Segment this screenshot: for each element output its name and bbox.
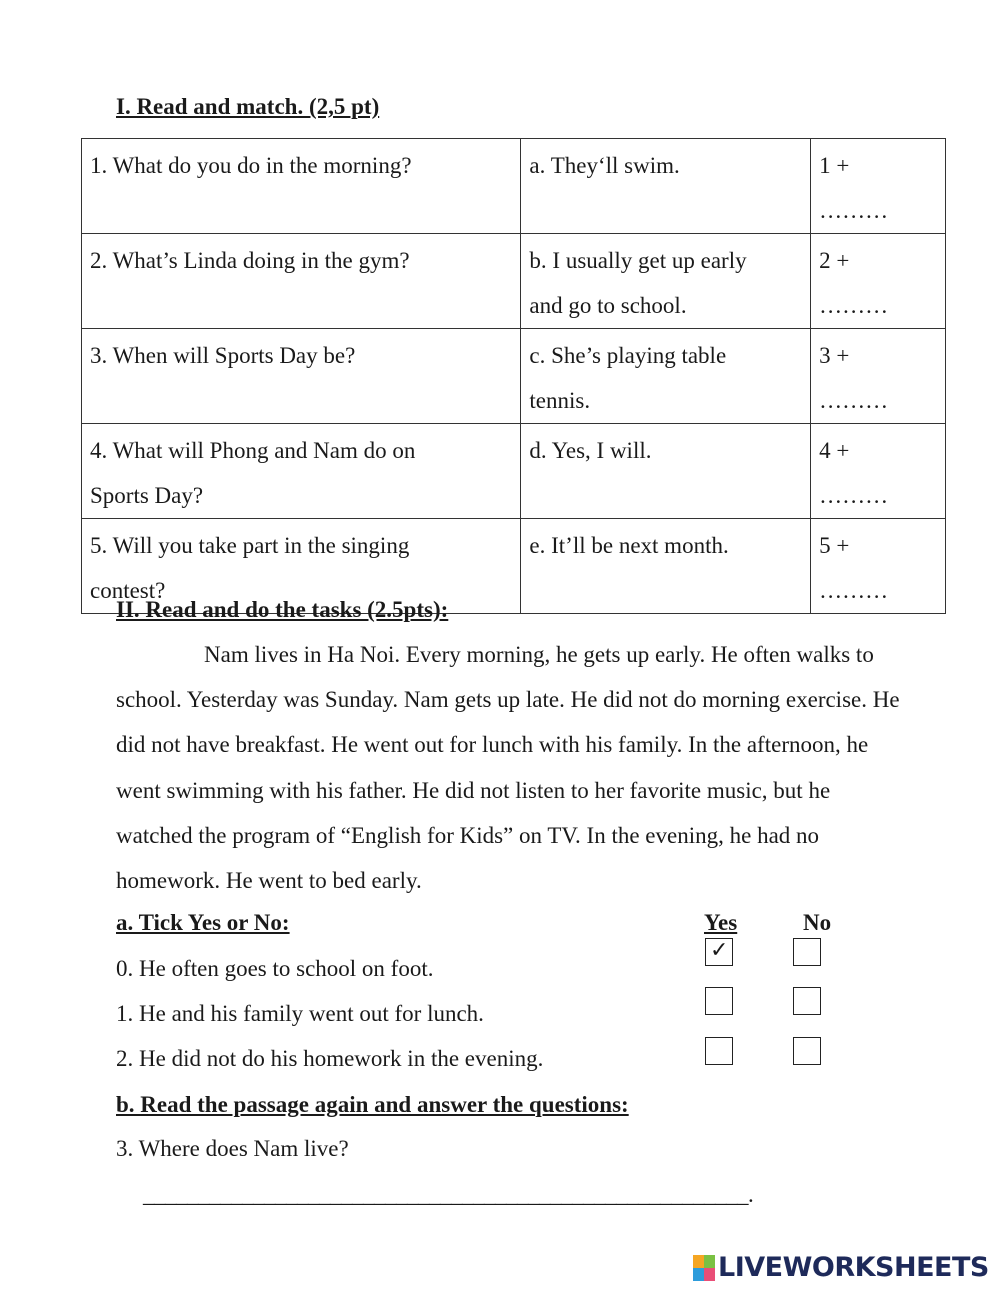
passage-text: Nam lives in Ha Noi. Every morning, he gets up early. He often walks to school. Yesterday was Sunday. Nam gets up late. He did not do morning exercise. He did not have breakfast. He went out for lunch with his family. In the afternoon, he went swimming with his father. He did not listen to her favorite music, but he watched the program of “English for Kids” on TV. In the evening, he had no homework. He went to bed early. (116, 642, 900, 894)
question-cell: 1. What do you do in the morning? (82, 139, 521, 234)
tick-item: 2. He did not do his homework in the evening. (116, 1046, 544, 1071)
table-row (82, 329, 946, 424)
liveworksheets-logo (693, 1252, 989, 1283)
answer-line[interactable]: _______________________________________________________. (143, 1182, 754, 1207)
match-input-cell[interactable]: 2 + ……… (811, 234, 946, 329)
tick-item: 0. He often goes to school on foot. (116, 956, 434, 981)
match-table (81, 138, 946, 614)
match-input-cell[interactable]: 1 + ……… (811, 139, 946, 234)
yes-checkbox[interactable] (705, 1037, 733, 1065)
question-cell: 3. When will Sports Day be? (82, 329, 521, 424)
match-input-cell[interactable]: 3 + ……… (811, 329, 946, 424)
check-icon: ✓ (710, 937, 729, 962)
part-b-title: b. Read the passage again and answer the questions: (116, 1092, 629, 1117)
question-3: 3. Where does Nam live? (116, 1136, 349, 1161)
table-row (82, 234, 946, 329)
no-checkbox[interactable] (793, 1037, 821, 1065)
no-column-label: No (803, 910, 832, 935)
question-cell: 4. What will Phong and Nam do on Sports Day? (82, 424, 521, 519)
yes-column-label: Yes (704, 910, 738, 935)
yes-checkbox[interactable] (705, 987, 733, 1015)
logo-blocks-icon (693, 1255, 715, 1281)
question-cell: 2. What’s Linda doing in the gym? (82, 234, 521, 329)
no-checkbox[interactable] (793, 938, 821, 966)
answer-cell: e. It’ll be next month. (521, 519, 811, 614)
match-input-cell[interactable]: 5 + ……… (811, 519, 946, 614)
answer-cell: c. She’s playing table tennis. (521, 329, 811, 424)
part-a-title: a. Tick Yes or No: (116, 910, 290, 935)
section2-title: II. Read and do the tasks (2.5pts): (116, 597, 449, 622)
table-row (82, 424, 946, 519)
reading-passage (116, 632, 906, 903)
question-cell: 5. Will you take part in the singing contest? (82, 519, 521, 614)
yes-checkbox[interactable] (705, 938, 733, 966)
section1-title: I. Read and match. (2,5 pt) (116, 94, 380, 119)
answer-cell: d. Yes, I will. (521, 424, 811, 519)
no-checkbox[interactable] (793, 987, 821, 1015)
table-row (82, 139, 946, 234)
tick-item: 1. He and his family went out for lunch. (116, 1001, 484, 1026)
brand-name: LIVEWORKSHEETS (718, 1252, 989, 1283)
answer-cell: b. I usually get up early and go to school. (521, 234, 811, 329)
match-input-cell[interactable]: 4 + ……… (811, 424, 946, 519)
answer-cell: a. They‘ll swim. (521, 139, 811, 234)
